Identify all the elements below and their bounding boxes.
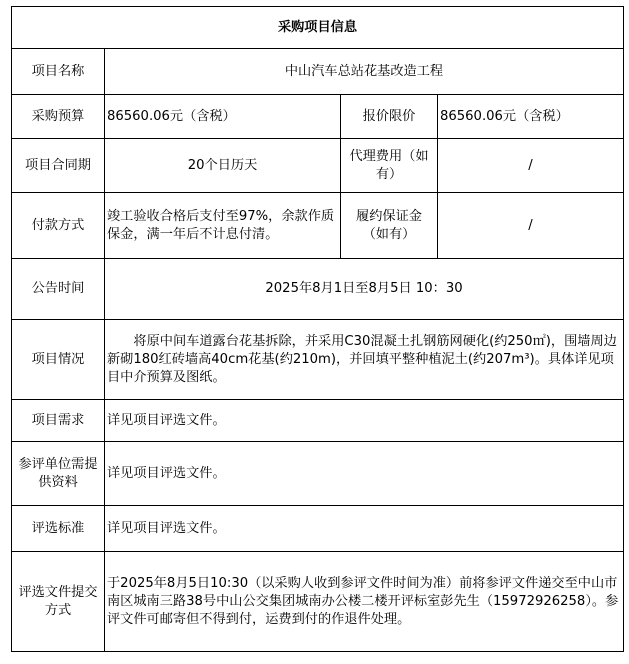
project-situation-label: 项目情况 bbox=[12, 320, 105, 400]
project-name-label: 项目名称 bbox=[12, 49, 105, 95]
budget-label: 采购预算 bbox=[12, 95, 105, 139]
payment-method-label: 付款方式 bbox=[12, 193, 105, 259]
agency-fee-value: / bbox=[438, 139, 624, 193]
price-limit-label: 报价限价 bbox=[341, 95, 438, 139]
announcement-time-label: 公告时间 bbox=[12, 259, 105, 320]
price-limit-value: 86560.06元（含税） bbox=[438, 95, 624, 139]
agency-fee-label: 代理费用（如有） bbox=[341, 139, 438, 193]
budget-value: 86560.06元（含税） bbox=[105, 95, 341, 139]
required-materials-label: 参评单位需提供资料 bbox=[12, 442, 105, 506]
submission-method-label: 评选文件提交方式 bbox=[12, 552, 105, 652]
submission-method-value: 于2025年8月5日10:30（以采购人收到参评文件时间为准）前将参评文件递交至中山市南区城南三路38号中山公交集团城南办公楼二楼开评标室彭先生（15972926258）。参评文件可邮寄但不得到付，运费到付的作退件处理。 bbox=[105, 552, 624, 652]
announcement-time-value: 2025年8月1日至8月5日 10：30 bbox=[105, 259, 624, 320]
project-name-value: 中山汽车总站花基改造工程 bbox=[105, 49, 624, 95]
performance-bond-value: / bbox=[438, 193, 624, 259]
table-title: 采购项目信息 bbox=[12, 7, 624, 49]
procurement-info-table bbox=[11, 6, 624, 652]
contract-period-label: 项目合同期 bbox=[12, 139, 105, 193]
evaluation-criteria-label: 评选标准 bbox=[12, 506, 105, 552]
project-requirement-value: 详见项目评选文件。 bbox=[105, 400, 624, 442]
project-situation-value: 将原中间车道露台花基拆除，并采用C30混凝土扎钢筋网硬化(约250㎡)，围墙周边新砌180红砖墙高40cm花基(约210m)，并回填平整种植泥土(约207m³)。具体详见项目中介预算及图纸。 bbox=[105, 320, 624, 400]
evaluation-criteria-value: 详见项目评选文件。 bbox=[105, 506, 624, 552]
payment-method-value: 竣工验收合格后支付至97%，余款作质保金，满一年后不计息付清。 bbox=[105, 193, 341, 259]
project-requirement-label: 项目需求 bbox=[12, 400, 105, 442]
required-materials-value: 详见项目评选文件。 bbox=[105, 442, 624, 506]
contract-period-value: 20个日历天 bbox=[105, 139, 341, 193]
performance-bond-label: 履约保证金（如有） bbox=[341, 193, 438, 259]
